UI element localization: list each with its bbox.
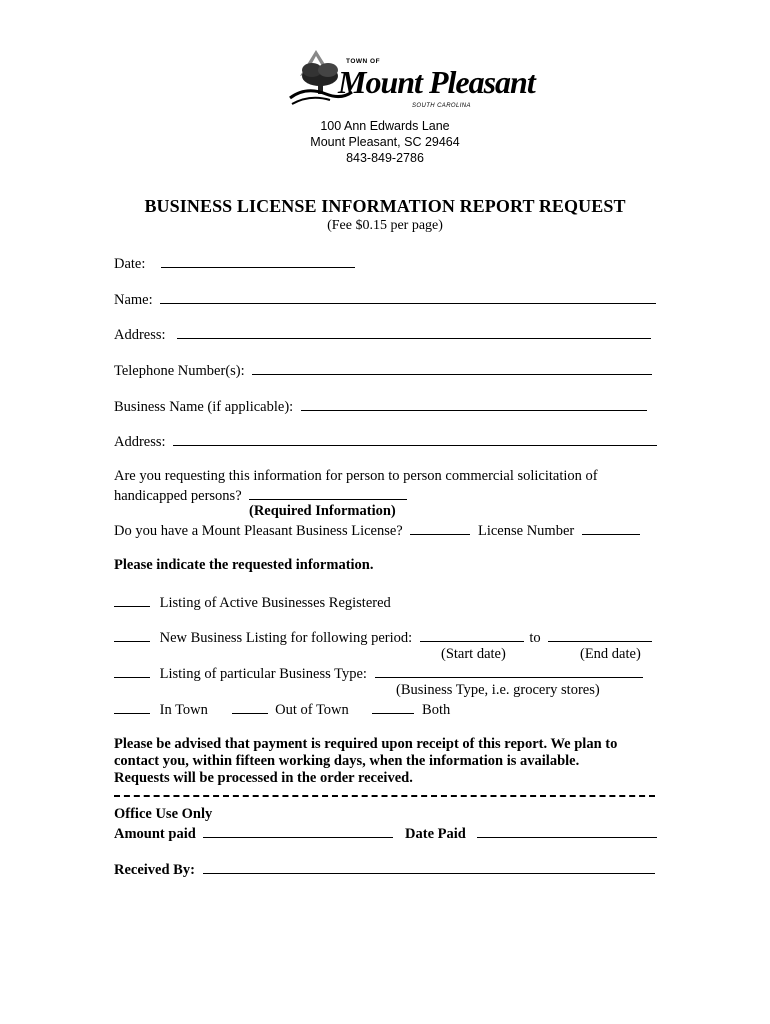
business-type-hint: (Business Type, i.e. grocery stores) — [396, 682, 600, 698]
business-type-field[interactable] — [375, 663, 643, 678]
date-paid-label: Date Paid — [405, 826, 466, 842]
option-new-row — [114, 627, 652, 647]
office-divider — [114, 795, 655, 797]
start-date-field[interactable] — [420, 627, 524, 642]
location-row — [114, 699, 450, 719]
date-label: Date: — [114, 256, 146, 272]
out-of-town-label: Out of Town — [275, 702, 349, 718]
amount-paid-field[interactable] — [203, 823, 393, 838]
town-logo — [286, 46, 535, 116]
telephone-field[interactable] — [252, 360, 652, 375]
business-name-field[interactable] — [301, 396, 647, 411]
date-field[interactable] — [161, 253, 355, 268]
license-row — [114, 520, 640, 540]
amount-row — [114, 823, 657, 843]
in-town-checkbox[interactable] — [114, 699, 150, 714]
office-heading: Office Use Only — [114, 806, 213, 822]
license-question: Do you have a Mount Pleasant Business License? — [114, 523, 403, 539]
license-answer-field[interactable] — [410, 520, 470, 535]
address2-field[interactable] — [173, 431, 657, 446]
question1-line1: Are you requesting this information for person to person commercial solicitation of — [114, 468, 598, 484]
received-by-field[interactable] — [203, 859, 655, 874]
received-row — [114, 859, 655, 879]
to-label: to — [529, 630, 541, 646]
end-date-hint: (End date) — [580, 646, 641, 662]
name-row — [114, 289, 656, 309]
required-info: (Required Information) — [249, 503, 396, 519]
address-field[interactable] — [177, 324, 651, 339]
option-new-checkbox[interactable] — [114, 627, 150, 642]
both-checkbox[interactable] — [372, 699, 414, 714]
option-active-checkbox[interactable] — [114, 592, 150, 607]
license-number-field[interactable] — [582, 520, 640, 535]
received-by-label: Received By: — [114, 862, 195, 878]
advisory-line-1: Please be advised that payment is required upon receipt of this report. We plan to — [114, 736, 618, 752]
address2-row — [114, 431, 657, 451]
address-phone: 843-849-2786 — [346, 151, 424, 165]
start-date-hint: (Start date) — [441, 646, 506, 662]
date-row — [114, 253, 355, 273]
end-date-field[interactable] — [548, 627, 652, 642]
option-type-row — [114, 663, 643, 683]
option-type-checkbox[interactable] — [114, 663, 150, 678]
logo-town-of: TOWN OF — [346, 58, 381, 65]
address2-label: Address: — [114, 434, 166, 450]
in-town-label: In Town — [159, 702, 208, 718]
telephone-label: Telephone Number(s): — [114, 363, 245, 379]
name-field[interactable] — [160, 289, 656, 304]
out-of-town-checkbox[interactable] — [232, 699, 268, 714]
address-city: Mount Pleasant, SC 29464 — [310, 135, 460, 149]
option-active-label: Listing of Active Businesses Registered — [159, 595, 391, 611]
option-active-row — [114, 592, 391, 612]
address-label: Address: — [114, 327, 166, 343]
form-title: BUSINESS LICENSE INFORMATION REPORT REQUEST — [144, 196, 626, 216]
option-new-label: New Business Listing for following period: — [159, 630, 413, 646]
fee-note: (Fee $0.15 per page) — [327, 218, 443, 233]
amount-paid-label: Amount paid — [114, 826, 196, 842]
logo-state: SOUTH CAROLINA — [412, 103, 471, 109]
advisory-line-2: contact you, within fifteen working days, when the information is available. — [114, 753, 580, 769]
option-type-label: Listing of particular Business Type: — [159, 666, 367, 682]
name-label: Name: — [114, 292, 153, 308]
date-paid-field[interactable] — [477, 823, 657, 838]
license-number-label: License Number — [477, 523, 575, 539]
logo-name: Mount Pleasant — [338, 64, 535, 100]
business-name-label: Business Name (if applicable): — [114, 399, 294, 415]
address-street: 100 Ann Edwards Lane — [320, 119, 450, 133]
question1-line2: handicapped persons? — [114, 488, 242, 504]
solicitation-answer-field[interactable] — [249, 485, 407, 500]
address-row — [114, 324, 651, 344]
both-label: Both — [422, 702, 451, 718]
telephone-row — [114, 360, 652, 380]
business-name-row — [114, 396, 647, 416]
advisory-line-3: Requests will be processed in the order received. — [114, 770, 413, 786]
indicate-heading: Please indicate the requested information. — [114, 557, 374, 573]
